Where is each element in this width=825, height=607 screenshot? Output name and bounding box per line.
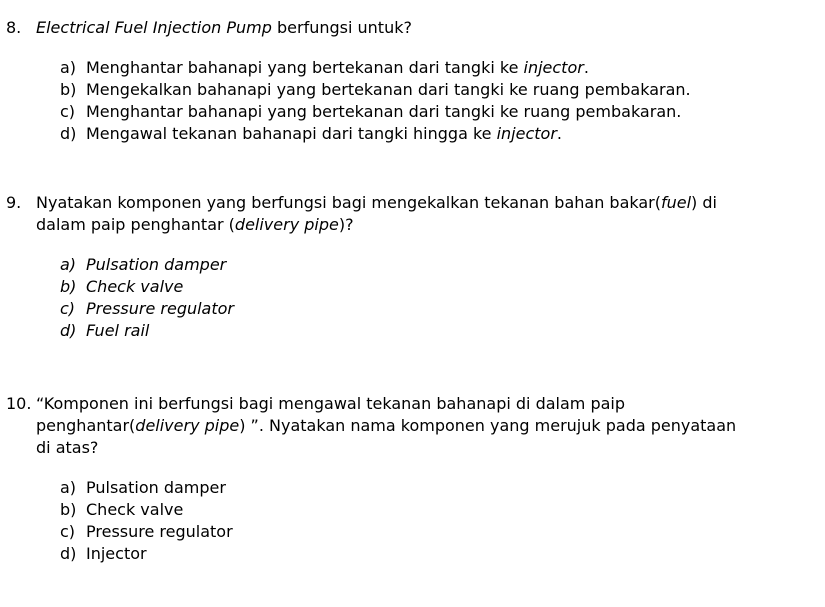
question-text-end: )? — [338, 215, 354, 234]
option-a — [60, 477, 821, 499]
option-text: Check valve — [86, 500, 184, 519]
option-a — [60, 254, 821, 276]
option-a — [60, 57, 821, 79]
option-text: Fuel rail — [86, 321, 150, 340]
option-letter: c) — [60, 299, 76, 318]
question-text: dalam paip penghantar ( — [36, 215, 235, 234]
option-letter: b) — [60, 80, 77, 99]
option-b — [60, 276, 821, 298]
question-text-end: ) ”. Nyatakan nama komponen yang merujuk pada penyataan — [239, 416, 737, 435]
option-d — [60, 123, 821, 145]
option-c — [60, 101, 821, 123]
option-letter: a) — [60, 58, 77, 77]
question-8 — [6, 17, 821, 145]
question-9-stem-line-2 — [6, 214, 821, 236]
question-term: Electrical Fuel Injection Pump — [36, 18, 272, 37]
option-text: Menghantar bahanapi yang bertekanan dari tangki ke ruang pembakaran. — [86, 102, 682, 121]
option-letter: b) — [60, 277, 77, 296]
option-c — [60, 298, 821, 320]
question-9-options — [6, 254, 821, 342]
question-text-end: ) di — [691, 193, 717, 212]
option-letter: d) — [60, 321, 77, 340]
question-number: 9. — [6, 193, 22, 212]
option-b — [60, 499, 821, 521]
question-number: 8. — [6, 18, 22, 37]
question-term: fuel — [660, 193, 692, 212]
question-text: penghantar( — [36, 416, 136, 435]
option-d — [60, 320, 821, 342]
option-letter: c) — [60, 522, 76, 541]
question-term: delivery pipe — [135, 416, 240, 435]
question-text: berfungsi untuk? — [271, 18, 412, 37]
option-letter: d) — [60, 544, 77, 563]
option-text-end: . — [583, 58, 589, 77]
option-b — [60, 79, 821, 101]
option-text: Mengekalkan bahanapi yang bertekanan dari tangki ke ruang pembakaran. — [86, 80, 691, 99]
option-text: Pressure regulator — [86, 299, 234, 318]
question-8-options — [6, 57, 821, 145]
question-9 — [6, 192, 821, 342]
option-text: Injector — [86, 544, 147, 563]
option-text: Pulsation damper — [86, 255, 227, 274]
question-text: “Komponen ini berfungsi bagi mengawal tekanan bahanapi di dalam paip — [36, 394, 626, 413]
option-letter: a) — [60, 478, 77, 497]
question-8-stem — [6, 17, 821, 39]
question-number: 10. — [6, 394, 32, 413]
question-9-stem-line-1 — [6, 192, 821, 214]
option-text: Pulsation damper — [86, 478, 226, 497]
question-10-stem-line-3: di atas? — [36, 438, 99, 457]
option-letter: a) — [60, 255, 77, 274]
question-10 — [6, 393, 821, 565]
question-10-stem-line-2 — [6, 415, 821, 437]
option-text: Mengawal tekanan bahanapi dari tangki hingga ke — [86, 124, 497, 143]
question-10-stem-line-1 — [6, 393, 821, 415]
option-text: Menghantar bahanapi yang bertekanan dari tangki ke — [86, 58, 524, 77]
option-term: injector — [523, 58, 584, 77]
option-text: Check valve — [86, 277, 184, 296]
option-d — [60, 543, 821, 565]
option-letter: d) — [60, 124, 77, 143]
option-text: Pressure regulator — [86, 522, 233, 541]
option-term: injector — [496, 124, 557, 143]
question-term: delivery pipe — [234, 215, 339, 234]
option-letter: b) — [60, 500, 77, 519]
option-letter: c) — [60, 102, 76, 121]
question-10-options — [6, 477, 821, 565]
question-text: Nyatakan komponen yang berfungsi bagi mengekalkan tekanan bahan bakar( — [36, 193, 661, 212]
option-c — [60, 521, 821, 543]
option-text-end: . — [556, 124, 562, 143]
